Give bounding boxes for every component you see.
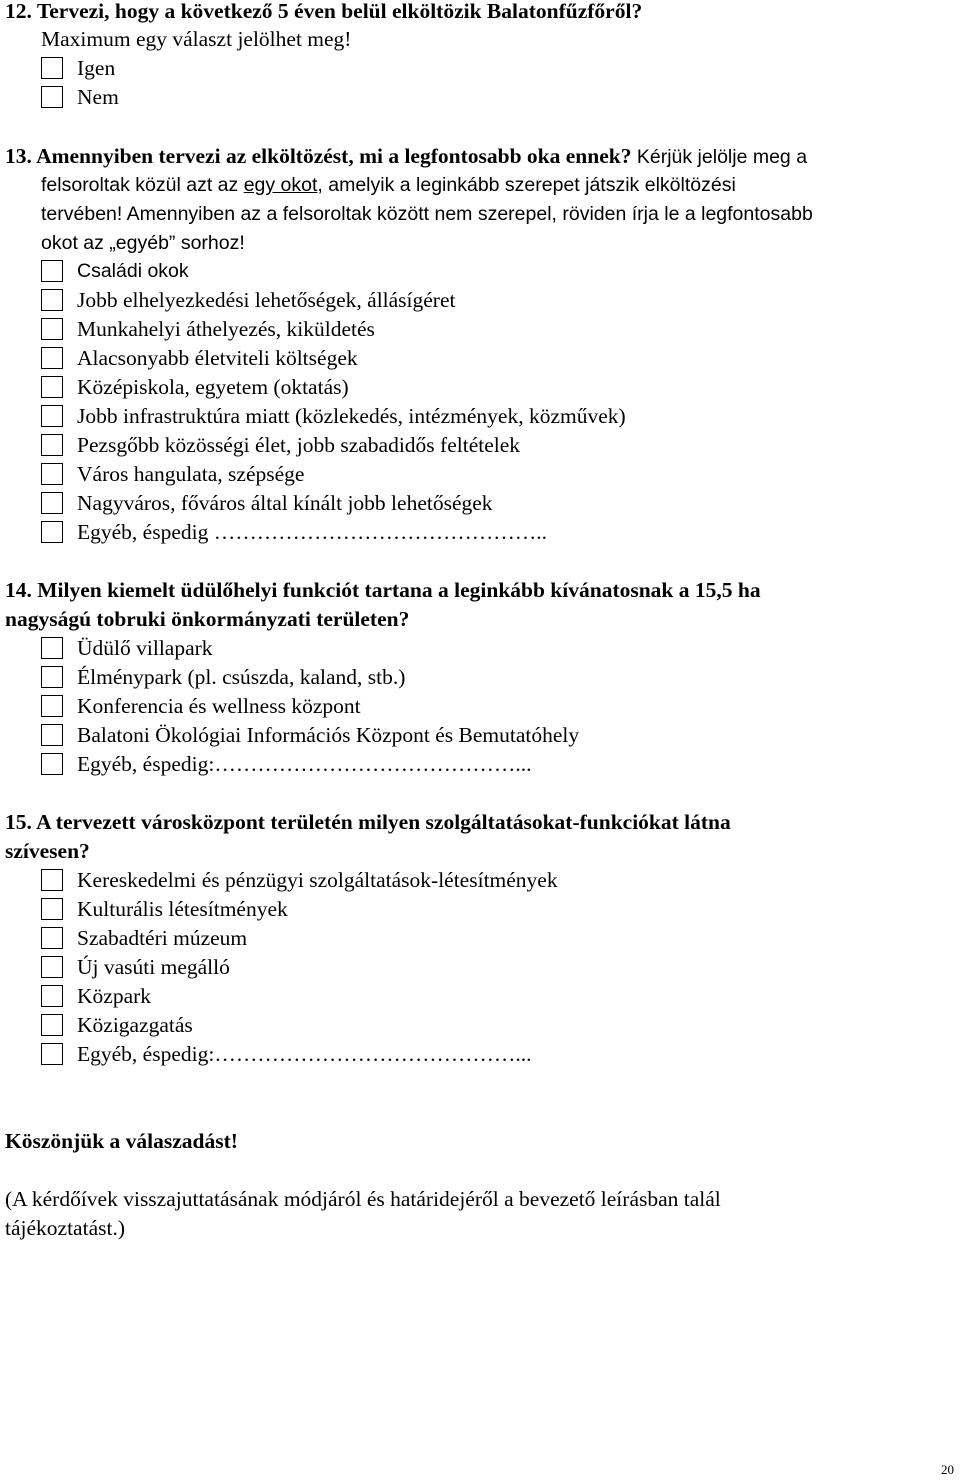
- q15-option-2[interactable]: [41, 895, 288, 923]
- q14-title: 14. Milyen kiemelt üdülőhelyi funkciót tartana a leginkább kívánatosnak a 15,5 ha: [5, 578, 761, 602]
- q13-option-5[interactable]: [41, 373, 349, 401]
- checkbox[interactable]: [41, 347, 63, 369]
- q13-option-2[interactable]: [41, 286, 456, 314]
- q13-option-other[interactable]: [41, 518, 547, 546]
- checkbox[interactable]: [41, 898, 63, 920]
- checkbox[interactable]: [41, 637, 63, 659]
- q13-text: , amelyik a leginkább szerepet játszik elköltözési: [317, 174, 736, 196]
- q15-option-5[interactable]: [41, 982, 151, 1010]
- checkbox[interactable]: [41, 376, 63, 398]
- checkbox[interactable]: [41, 753, 63, 775]
- q13-option-6[interactable]: [41, 402, 626, 430]
- q13-option-label: Nagyváros, főváros által kínált jobb lehetőségek: [77, 491, 493, 515]
- q13-title: 13. Amennyiben tervezi az elköltözést, mi a legfontosabb oka ennek?: [5, 144, 632, 168]
- checkbox[interactable]: [41, 463, 63, 485]
- checkbox[interactable]: [41, 86, 63, 108]
- thanks-text: Köszönjük a válaszadást!: [5, 1129, 238, 1153]
- q15-option-label: Kereskedelmi és pénzügyi szolgáltatások-létesítmények: [77, 868, 558, 892]
- q15-option-1[interactable]: [41, 866, 558, 894]
- q14-option-label: Üdülő villapark: [77, 636, 213, 660]
- checkbox[interactable]: [41, 927, 63, 949]
- q14-option-label: Élménypark (pl. csúszda, kaland, stb.): [77, 665, 406, 689]
- q15-option-4[interactable]: [41, 953, 230, 981]
- q12-instruction: Maximum egy választ jelölhet meg!: [41, 27, 352, 51]
- q15-option-label: Közpark: [77, 984, 152, 1008]
- q15-option-other[interactable]: [41, 1040, 531, 1068]
- q14-option-other[interactable]: [41, 750, 531, 778]
- q15-option-label: Egyéb, éspedig:……………………………………...: [77, 1042, 532, 1066]
- q13-instruction-line3: tervében! Amennyiben az a felsoroltak között nem szerepel, röviden írja le a legfontosabb: [41, 203, 813, 225]
- q13-option-label: Alacsonyabb életviteli költségek: [77, 346, 358, 370]
- checkbox[interactable]: [41, 724, 63, 746]
- q13-text: felsoroltak közül azt az: [41, 174, 244, 196]
- q14-title-line2: nagyságú tobruki önkormányzati területen?: [5, 607, 410, 631]
- q13-option-label: Középiskola, egyetem (oktatás): [77, 375, 349, 399]
- q15-option-label: Szabadtéri múzeum: [77, 926, 248, 950]
- q14-option-label: Egyéb, éspedig:……………………………………...: [77, 752, 532, 776]
- q13-option-label: Egyéb, éspedig ………………………………………..: [77, 520, 547, 544]
- q13-title-line: [5, 142, 807, 171]
- q15-option-label: Kulturális létesítmények: [77, 897, 288, 921]
- q15-title-line2: szívesen?: [5, 839, 90, 863]
- q12-title: 12. Tervezi, hogy a következő 5 éven belül elköltözik Balatonfűzfőről?: [5, 0, 643, 23]
- q14-option-4[interactable]: [41, 721, 579, 749]
- checkbox[interactable]: [41, 985, 63, 1007]
- q14-option-2[interactable]: [41, 663, 405, 691]
- q12-option-label: Igen: [77, 56, 116, 80]
- checkbox[interactable]: [41, 666, 63, 688]
- q13-underlined-text: egy okot: [243, 174, 318, 196]
- checkbox[interactable]: [41, 434, 63, 456]
- checkbox[interactable]: [41, 695, 63, 717]
- closing-note-line2: tájékoztatást.): [5, 1216, 125, 1240]
- page-number: 20: [941, 1462, 954, 1477]
- q15-option-label: Közigazgatás: [77, 1013, 193, 1037]
- q12-option-igen[interactable]: [41, 54, 115, 82]
- q13-instruction-start: Kérjük jelölje meg a: [631, 146, 808, 168]
- q15-option-6[interactable]: [41, 1011, 193, 1039]
- q13-option-label: Családi okok: [77, 260, 189, 282]
- checkbox[interactable]: [41, 57, 63, 79]
- checkbox[interactable]: [41, 405, 63, 427]
- checkbox[interactable]: [41, 956, 63, 978]
- q15-title: 15. A tervezett városközpont területén milyen szolgáltatásokat-funkciókat látna: [5, 810, 731, 834]
- q13-option-8[interactable]: [41, 460, 304, 488]
- q13-option-label: Jobb elhelyezkedési lehetőségek, állásígéret: [77, 288, 456, 312]
- checkbox[interactable]: [41, 260, 63, 282]
- q13-option-label: Város hangulata, szépsége: [77, 462, 305, 486]
- q13-option-label: Munkahelyi áthelyezés, kiküldetés: [77, 317, 375, 341]
- checkbox[interactable]: [41, 1043, 63, 1065]
- q13-option-7[interactable]: [41, 431, 520, 459]
- q13-option-label: Pezsgőbb közösségi élet, jobb szabadidős feltételek: [77, 433, 521, 457]
- q13-instruction-line4: okot az „egyéb” sorhoz!: [41, 232, 245, 254]
- q14-option-3[interactable]: [41, 692, 361, 720]
- q13-option-3[interactable]: [41, 315, 375, 343]
- q13-option-label: Jobb infrastruktúra miatt (közlekedés, intézmények, közművek): [77, 404, 626, 428]
- q14-option-label: Konferencia és wellness központ: [77, 694, 361, 718]
- checkbox[interactable]: [41, 318, 63, 340]
- q12-option-label: Nem: [77, 85, 119, 109]
- q13-option-1[interactable]: [41, 257, 189, 285]
- q15-option-3[interactable]: [41, 924, 247, 952]
- q13-option-9[interactable]: [41, 489, 493, 517]
- checkbox[interactable]: [41, 289, 63, 311]
- q13-option-4[interactable]: [41, 344, 358, 372]
- q14-option-1[interactable]: [41, 634, 213, 662]
- checkbox[interactable]: [41, 521, 63, 543]
- checkbox[interactable]: [41, 1014, 63, 1036]
- checkbox[interactable]: [41, 869, 63, 891]
- q12-option-nem[interactable]: [41, 83, 119, 111]
- checkbox[interactable]: [41, 492, 63, 514]
- q13-instruction-line2: [41, 171, 736, 199]
- closing-note-line1: (A kérdőívek visszajuttatásának módjáról és határidejéről a bevezető leírásban talál: [5, 1187, 721, 1211]
- q14-option-label: Balatoni Ökológiai Információs Központ és Bemutatóhely: [77, 723, 580, 747]
- q15-option-label: Új vasúti megálló: [77, 955, 230, 979]
